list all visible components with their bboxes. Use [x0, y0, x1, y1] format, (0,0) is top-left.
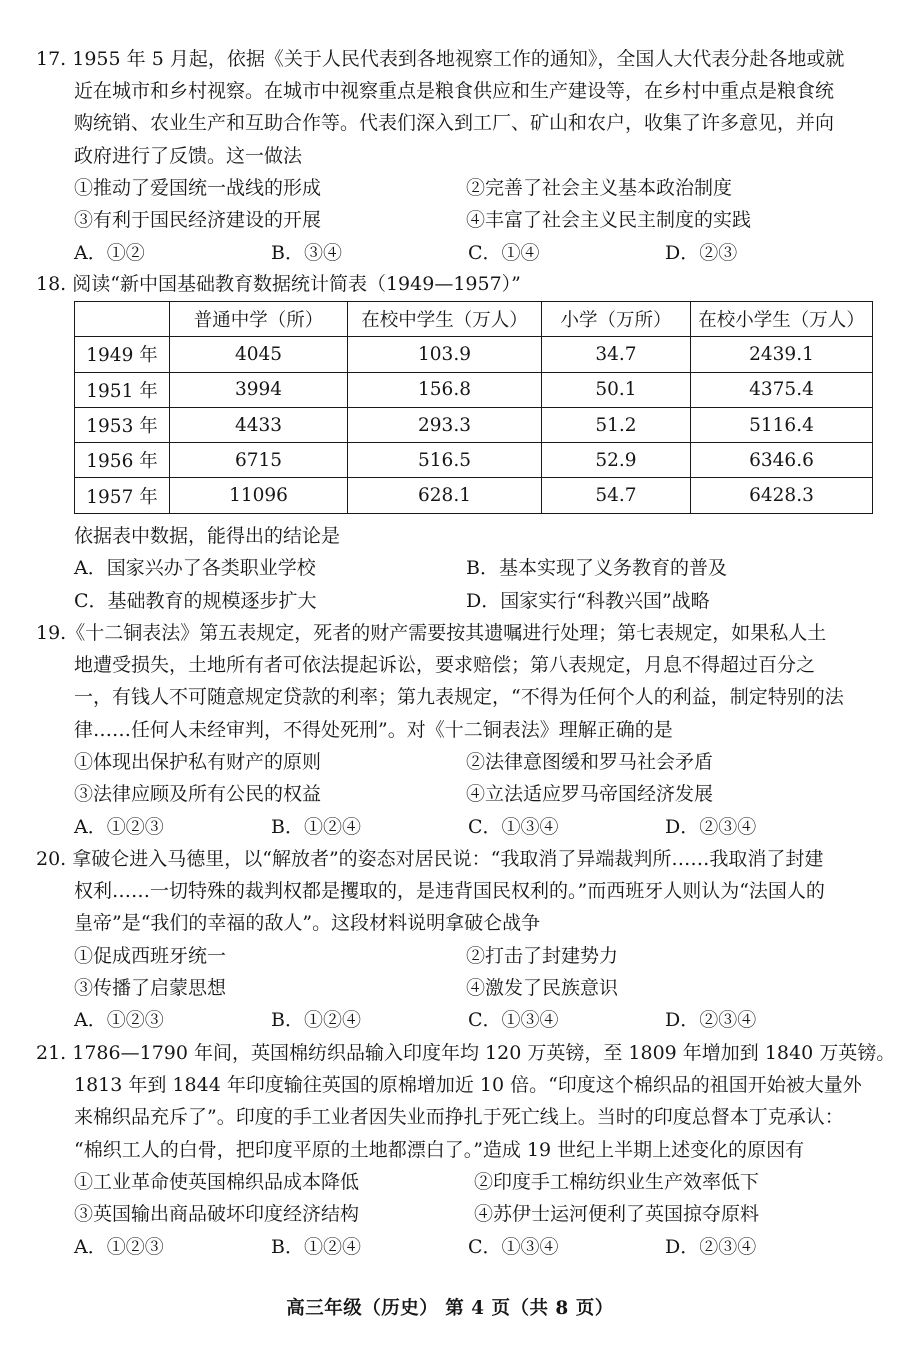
question-19-line: 地遭受损失，土地所有者可依法提起诉讼，要求赔偿；第八表规定，月息不得超过百分之: [74, 654, 816, 677]
table-cell: 11096: [170, 478, 348, 513]
question-17-line: 17. 1955 年 5 月起，依据《关于人民代表到各地视察工作的通知》，全国人大代表分赴各地或就: [36, 48, 845, 70]
statement-item: ②法律意图缓和罗马社会矛盾: [466, 750, 714, 773]
statement-item: ③传播了启蒙思想: [74, 976, 227, 999]
table-cell: 293.3: [348, 407, 542, 442]
page-footer: 高三年级（历史） 第 4 页（共 8 页）: [286, 1298, 614, 1319]
statement-item: ①促成西班牙统一: [74, 944, 227, 967]
choice-a: A．①②: [74, 241, 145, 264]
table-cell: 34.7: [542, 337, 691, 372]
statement-item: ①工业革命使英国棉织品成本降低: [74, 1170, 360, 1193]
statement-item: ②印度手工棉纺织业生产效率低下: [474, 1170, 760, 1193]
table-cell: 3994: [170, 372, 348, 407]
choice-d: D．国家实行“科教兴国”战略: [466, 589, 710, 612]
question-19: [36, 617, 876, 843]
question-17-items-row: [36, 172, 876, 204]
table-cell: 1953 年: [75, 407, 170, 442]
question-19-items-row: [36, 778, 876, 810]
table-cell: 516.5: [348, 443, 542, 478]
table-cell: 54.7: [542, 478, 691, 513]
question-17: [36, 43, 876, 269]
question-21-line: 来棉织品充斥了”。印度的手工业者因失业而挣扎于死亡线上。当时的印度总督本丁克承认：: [74, 1106, 844, 1129]
statement-item: ④激发了民族意识: [466, 976, 619, 999]
question-17-choices: [36, 237, 876, 269]
table-cell: 103.9: [348, 337, 542, 372]
table-row: [75, 443, 873, 478]
statement-item: ④立法适应罗马帝国经济发展: [466, 783, 714, 806]
choice-a: A．①②③: [74, 1235, 164, 1258]
table-cell: 1949 年: [75, 337, 170, 372]
choice-d: D．②③④: [665, 1235, 757, 1258]
table-cell: 628.1: [348, 478, 542, 513]
question-18: [36, 268, 876, 300]
statement-item: ④苏伊士运河便利了英国掠夺原料: [474, 1203, 760, 1226]
table-header-cell: 在校中学生（万人）: [348, 302, 542, 337]
choice-c: C．①③④: [468, 815, 559, 838]
question-17-items-row: [36, 204, 876, 236]
statement-item: ③英国输出商品破坏印度经济结构: [74, 1203, 360, 1226]
question-20-line: 20. 拿破仑进入马德里，以“解放者”的姿态对居民说：“我取消了异端裁判所……我取消了封建: [36, 848, 824, 870]
table-cell: 52.9: [542, 443, 691, 478]
table-cell: 50.1: [542, 372, 691, 407]
choice-b: B．基本实现了义务教育的普及: [466, 557, 727, 580]
choice-b: B．①②④: [271, 1009, 361, 1032]
table-row: [75, 372, 873, 407]
question-20-choices: [36, 1004, 876, 1036]
question-18-stem: 18. 阅读“新中国基础教育数据统计简表（1949—1957）”: [36, 273, 521, 295]
choice-d: D．②③: [665, 241, 738, 264]
question-19-line: 19.《十二铜表法》第五表规定，死者的财产需要按其遗嘱进行处理；第七表规定，如果私人土: [36, 622, 827, 644]
table-row: [75, 337, 873, 372]
table-cell: 6346.6: [691, 443, 873, 478]
choice-b: B．③④: [271, 241, 342, 264]
question-18-choices-row: [36, 585, 876, 617]
table-header-cell: 在校小学生（万人）: [691, 302, 873, 337]
question-17-line: 购统销、农业生产和互助合作等。代表们深入到工厂、矿山和农户，收集了许多意见，并向: [74, 112, 835, 135]
question-21-line: 21. 1786—1790 年间，英国棉纺织品输入印度年均 120 万英镑，至 1809 年增加到 1840 万英镑。: [36, 1042, 896, 1064]
statement-item: ②完善了社会主义基本政治制度: [466, 176, 733, 199]
education-statistics-table: [74, 301, 873, 514]
choice-c: C．①④: [468, 241, 540, 264]
choice-b: B．①②④: [271, 815, 361, 838]
table-cell: 1956 年: [75, 443, 170, 478]
question-19-line: 一，有钱人不可随意规定贷款的利率；第九表规定，“不得为任何个人的利益，制定特别的法: [74, 686, 844, 709]
statement-item: ①体现出保护私有财产的原则: [74, 750, 322, 773]
table-cell: 156.8: [348, 372, 542, 407]
question-19-line: 律……任何人未经审判，不得处死刑”。对《十二铜表法》理解正确的是: [74, 718, 673, 741]
question-19-choices: [36, 811, 876, 843]
table-header-cell: [75, 302, 170, 337]
question-21-line: 1813 年到 1844 年印度输往英国的原棉增加近 10 倍。“印度这个棉织品的祖国开始被大量外: [74, 1074, 862, 1097]
statement-item: ③有利于国民经济建设的开展: [74, 209, 322, 232]
question-18-choices-row: [36, 552, 876, 584]
table-header-cell: 普通中学（所）: [170, 302, 348, 337]
table-cell: 4433: [170, 407, 348, 442]
table-header-cell: 小学（万所）: [542, 302, 691, 337]
table-cell: 2439.1: [691, 337, 873, 372]
question-20-line: 皇帝”是“我们的幸福的敌人”。这段材料说明拿破仑战争: [74, 912, 541, 935]
question-18-question: 依据表中数据，能得出的结论是: [74, 525, 341, 547]
question-20: [36, 843, 876, 1037]
choice-b: B．①②④: [271, 1235, 361, 1258]
statement-item: ①推动了爱国统一战线的形成: [74, 176, 322, 199]
question-20-items-row: [36, 972, 876, 1004]
choice-c: C．①③④: [468, 1235, 559, 1258]
statement-item: ②打击了封建势力: [466, 944, 619, 967]
table-cell: 4045: [170, 337, 348, 372]
question-21: [36, 1037, 896, 1263]
choice-a: A．①②③: [74, 815, 164, 838]
table-row: [75, 407, 873, 442]
question-17-line: 近在城市和乡村视察。在城市中视察重点是粮食供应和生产建设等，在乡村中重点是粮食统: [74, 80, 835, 103]
choice-c: C．基础教育的规模逐步扩大: [74, 589, 317, 612]
question-21-items-row: [36, 1166, 876, 1198]
statement-item: ④丰富了社会主义民主制度的实践: [466, 209, 752, 232]
choice-d: D．②③④: [665, 1009, 757, 1032]
question-20-items-row: [36, 940, 876, 972]
choice-a: A．①②③: [74, 1009, 164, 1032]
table-cell: 6715: [170, 443, 348, 478]
table-cell: 4375.4: [691, 372, 873, 407]
table-header-row: [75, 302, 873, 337]
table-cell: 1951 年: [75, 372, 170, 407]
question-19-items-row: [36, 746, 876, 778]
statement-item: ③法律应顾及所有公民的权益: [74, 783, 322, 806]
table-row: [75, 478, 873, 513]
choice-c: C．①③④: [468, 1009, 559, 1032]
table-cell: 1957 年: [75, 478, 170, 513]
table-cell: 51.2: [542, 407, 691, 442]
question-18-body: [36, 520, 876, 617]
choice-a: A．国家兴办了各类职业学校: [74, 557, 316, 580]
question-17-line: 政府进行了反馈。这一做法: [74, 144, 303, 167]
table-cell: 6428.3: [691, 478, 873, 513]
question-20-line: 权利……一切特殊的裁判权都是攫取的，是违背国民权利的。”而西班牙人则认为“法国人的: [74, 880, 825, 903]
question-21-choices: [36, 1231, 876, 1263]
question-21-line: “棉织工人的白骨，把印度平原的土地都漂白了。”造成 19 世纪上半期上述变化的原因有: [74, 1138, 805, 1161]
table-cell: 5116.4: [691, 407, 873, 442]
question-21-items-row: [36, 1198, 876, 1230]
choice-d: D．②③④: [665, 815, 757, 838]
